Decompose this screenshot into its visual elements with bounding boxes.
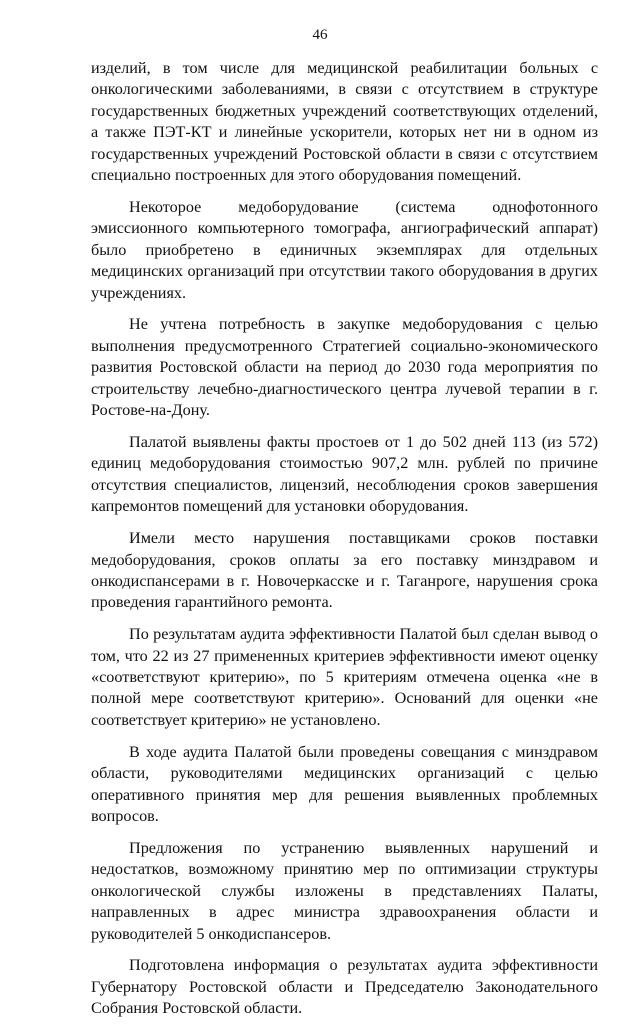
paragraph-equipment-downtime: Палатой выявлены факты простоев от 1 до 502 дней 113 (из 572) единиц медоборудования стоимостью 907,2 млн. рублей по причине отсутствия специалистов, лицензий, несоблюдения сроков завершения капремонтов помещений для установки оборудования.: [91, 433, 598, 516]
paragraph-unaccounted-need: Не учтена потребность в закупке медоборудования с целью выполнения предусмотренного Стратегией социально-экономического развития Ростовской области на период до 2030 года мероприятия по строительству лечебно-диагностического центра лучевой терапии в г. Ростове-на-Дону.: [91, 315, 598, 420]
paragraph-continuation: изделий, в том числе для медицинской реабилитации больных с онкологическими заболеваниями, в связи с отсутствием в структуре государственных бюджетных учреждений соответствующих отделений, а также ПЭТ-КТ и линейные ускорители, которых нет ни в одном из государственных учреждений Ростовской области в связи с отсутствием специально построенных для этого оборудования помещений.: [91, 59, 598, 185]
paragraph-information-prepared: Подготовлена информация о результатах аудита эффективности Губернатору Ростовской области и Председателю Законодательного Собрания Ростовской области.: [91, 956, 598, 1018]
paragraph-equipment-purchase: Некоторое медоборудование (система однофотонного эмиссионного компьютерного томографа, ангиографический аппарат) было приобретено в единичных экземплярах для отдельных медицинских организаций при отсутствии такого оборудования в других учреждениях.: [91, 197, 598, 302]
paragraph-proposals: Предложения по устранению выявленных нарушений и недостатков, возможному принятию мер по оптимизации структуры онкологической службы изложены в представлениях Палаты, направленных в адрес министра здравоохранения области и руководителей 5 онкодиспансеров.: [91, 838, 598, 943]
paragraph-supplier-violations: Имели место нарушения поставщиками сроков поставки медоборудования, сроков оплаты за его поставку минздравом и онкодиспансерами в г. Новочеркасске и г. Таганроге, нарушения срока проведения гарантийного ремонта.: [91, 529, 598, 612]
page-number: 46: [312, 27, 328, 43]
paragraph-audit-results: По результатам аудита эффективности Палатой был сделан вывод о том, что 22 из 27 примененных критериев эффективности имеют оценку «соответствуют критерию», по 5 критериям отмечена оценка «не в полной мере соответствуют критерию». Оснований для оценки «не соответствует критерию» не установлено.: [91, 625, 598, 729]
paragraph-meetings: В ходе аудита Палатой были проведены совещания с минздравом области, руководителями медицинских организаций с целью оперативного принятия мер для решения выявленных проблемных вопросов.: [91, 742, 598, 825]
document-body: [91, 58, 598, 1030]
